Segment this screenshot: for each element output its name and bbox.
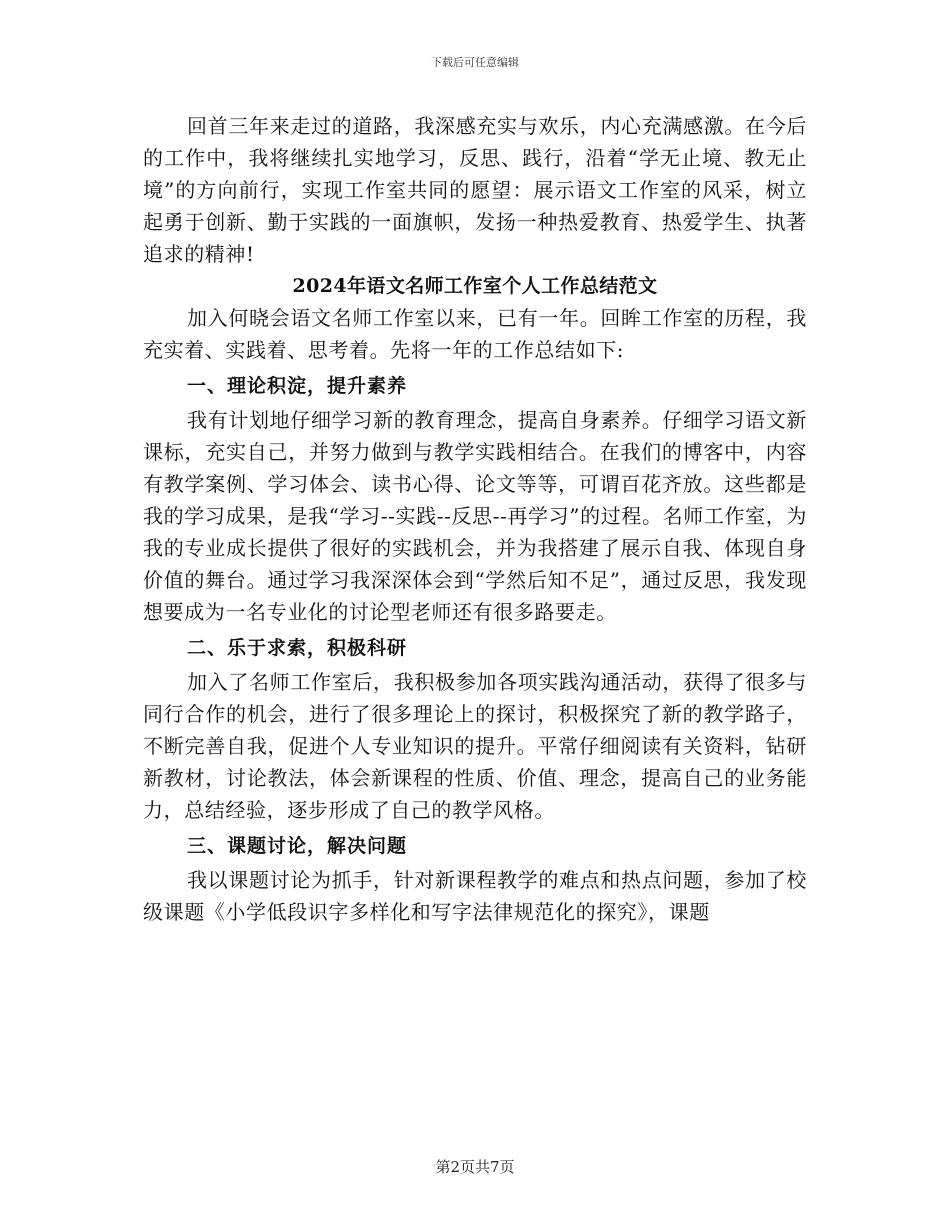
intro-paragraph: 回首三年来走过的道路，我深感充实与欢乐，内心充满感激。在今后的工作中，我将继续扎实地学习，反思、践行，沿着“学无止境、教无止境”的方向前行，实现工作室共同的愿望：展示语文工作室的风采，树立起勇于创新、勤于实践的一面旗帜，发扬一种热爱教育、热爱学生、执著追求的精神! [143,114,807,266]
section-paragraph-3: 我以课题讨论为抓手，针对新课程教学的难点和热点问题，参加了校级课题《小学低段识字多样化和写字法律规范化的探究》，课题 [143,868,807,924]
section-paragraph-1: 我有计划地仔细学习新的教育理念，提高自身素养。仔细学习语文新课标，充实自己，并努力做到与教学实践相结合。在我们的博客中，内容有教学案例、学习体会、读书心得、论文等等，可谓百花齐放。这些都是我的学习成果，是我“学习--实践--反思--再学习”的过程。名师工作室，为我的专业成长提供了很好的实践机会，并为我搭建了展示自我、体现自身价值的舞台。通过学习我深深体会到“学然后知不足”，通过反思，我发现想要成为一名专业化的讨论型老师还有很多路要走。 [143,408,807,624]
section-paragraph-2: 加入了名师工作室后，我积极参加各项实践沟通活动，获得了很多与同行合作的机会，进行了很多理论上的探讨，积极探究了新的教学路子，不断完善自我，促进个人专业知识的提升。平常仔细阅读有关资料，钻研新教材，讨论教法，体会新课程的性质、价值、理念，提高自己的业务能力，总结经验，逐步形成了自己的教学风格。 [143,670,807,822]
page-number: 第2页共7页 [435,1158,515,1176]
opening-paragraph: 加入何晓会语文名师工作室以来，已有一年。回眸工作室的历程，我充实着、实践着、思考着。先将一年的工作总结如下: [143,306,807,362]
document-title: 2024年语文名师工作室个人工作总结范文 [292,275,658,297]
section-heading-3: 三、课题讨论，解决问题 [187,835,408,857]
document-body [143,110,807,928]
section-heading-1: 一、理论积淀，提升素养 [187,375,408,397]
section-heading-2: 二、乐于求索，积极科研 [187,637,408,659]
page-header-note: 下载后可任意编辑 [431,56,519,69]
